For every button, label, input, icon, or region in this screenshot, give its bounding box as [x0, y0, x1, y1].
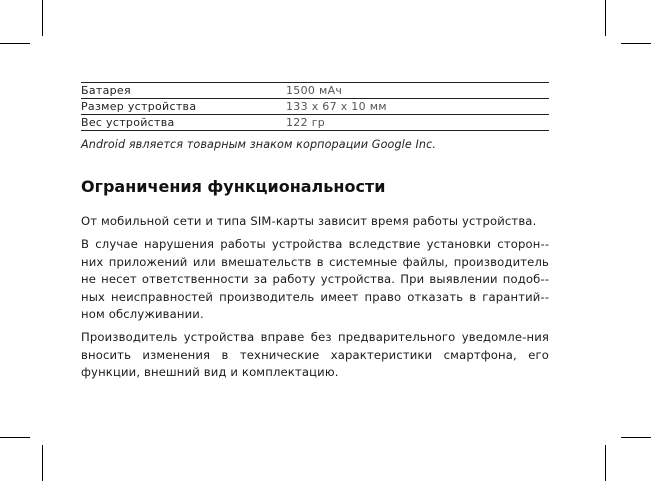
table-row [81, 115, 549, 131]
spec-value: 133 х 67 х 10 мм [286, 99, 549, 115]
paragraph: От мобильной сети и типа SIM-карты зависит время работы устройства. [81, 214, 537, 228]
section-body [81, 213, 549, 388]
spec-label: Батарея [81, 83, 286, 99]
crop-mark-bottom-left [0, 437, 30, 438]
specs-table [81, 82, 549, 131]
trademark-note: Android является товарным знаком корпорации Google Inc. [81, 138, 437, 151]
crop-mark-top-left [42, 0, 43, 36]
section-title: Ограничения функциональности [81, 177, 386, 196]
paragraph: Производитель устройства вправе без предварительного уведомле-ния вносить изменения в технические характеристики смартфона, его функции, внешний вид и комплектацию. [81, 330, 549, 380]
spec-value: 122 гр [286, 115, 549, 131]
crop-mark-bottom-right [621, 437, 651, 438]
table-row [81, 99, 549, 115]
spec-value: 1500 мАч [286, 83, 549, 99]
crop-mark-bottom-left [42, 445, 43, 481]
crop-mark-top-left [0, 43, 30, 44]
paragraph: В случае нарушения работы устройства вследствие установки сторон-них приложений или вмешательств в системные файлы, производитель не несет ответственности за работу устройства. При выявлении подоб-ных неисправностей производитель имеет право отказать в гарантий-ном обслуживании. [81, 237, 549, 322]
spec-label: Вес устройства [81, 115, 286, 131]
crop-mark-bottom-right [605, 445, 606, 481]
spec-label: Размер устройства [81, 99, 286, 115]
crop-mark-top-right [621, 43, 651, 44]
table-row [81, 83, 549, 99]
crop-mark-top-right [605, 0, 606, 36]
